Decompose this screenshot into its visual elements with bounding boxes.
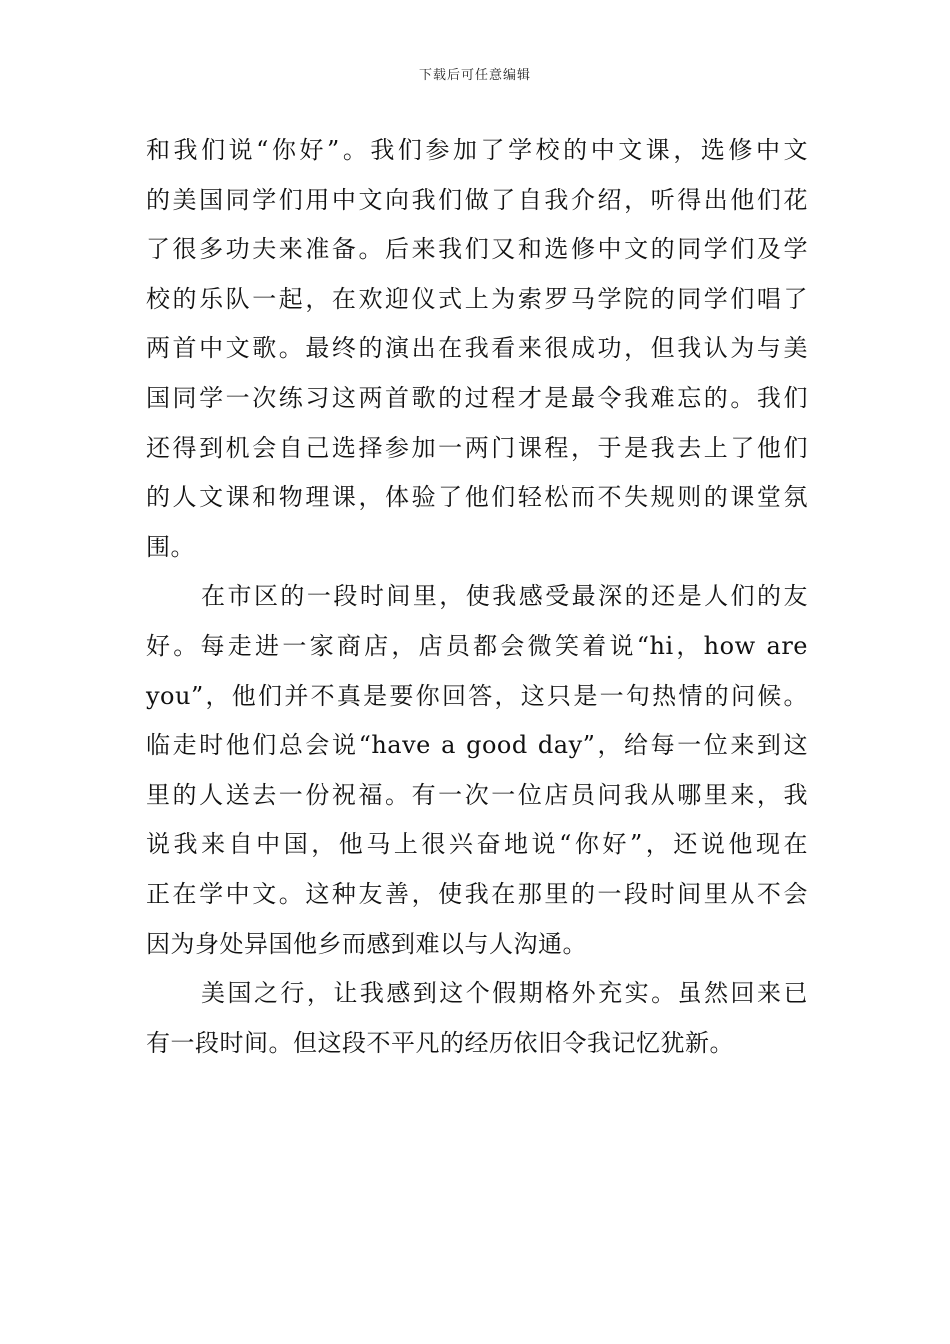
text-line: 美国之行，让我感到这个假期格外充实。虽然回来已 (201, 979, 808, 1008)
text-line: 还得到机会自己选择参加一两门课程，于是我去上了他们 (146, 433, 808, 462)
text-line: 说我来自中国，他马上很兴奋地说“你好”，还说他现在 (146, 830, 808, 859)
text-line: 有一段时间。但这段不平凡的经历依旧令我记忆犹新。 (146, 1028, 734, 1057)
text-line: 临走时他们总会说“have a good day”，给每一位来到这 (146, 731, 808, 760)
text-line: 里的人送去一份祝福。有一次一位店员问我从哪里来，我 (146, 780, 808, 809)
document-body (146, 126, 808, 1068)
text-line: 的美国同学们用中文向我们做了自我介绍，听得出他们花 (146, 185, 808, 214)
text-line: 正在学中文。这种友善，使我在那里的一段时间里从不会 (146, 879, 808, 908)
text-line: 和我们说“你好”。我们参加了学校的中文课，选修中文 (146, 136, 808, 164)
text-line: 国同学一次练习这两首歌的过程才是最令我难忘的。我们 (146, 383, 808, 412)
text-line: 校的乐队一起，在欢迎仪式上为索罗马学院的同学们唱了 (146, 284, 808, 313)
text-line: 在市区的一段时间里，使我感受最深的还是人们的友 (201, 582, 808, 611)
text-line: 的人文课和物理课，体验了他们轻松而不失规则的课堂氛 (146, 483, 808, 512)
text-line: 围。 (146, 532, 195, 561)
text-line: 了很多功夫来准备。后来我们又和选修中文的同学们及学 (146, 235, 808, 264)
page-header: 下载后可任意编辑 (418, 68, 531, 83)
text-line: 两首中文歌。最终的演出在我看来很成功，但我认为与美 (146, 334, 808, 363)
text-line: you”，他们并不真是要你回答，这只是一句热情的问候。 (146, 681, 808, 710)
text-line: 因为身处异国他乡而感到难以与人沟通。 (146, 929, 587, 958)
text-line: 好。每走进一家商店，店员都会微笑着说“hi，how are (146, 631, 808, 660)
